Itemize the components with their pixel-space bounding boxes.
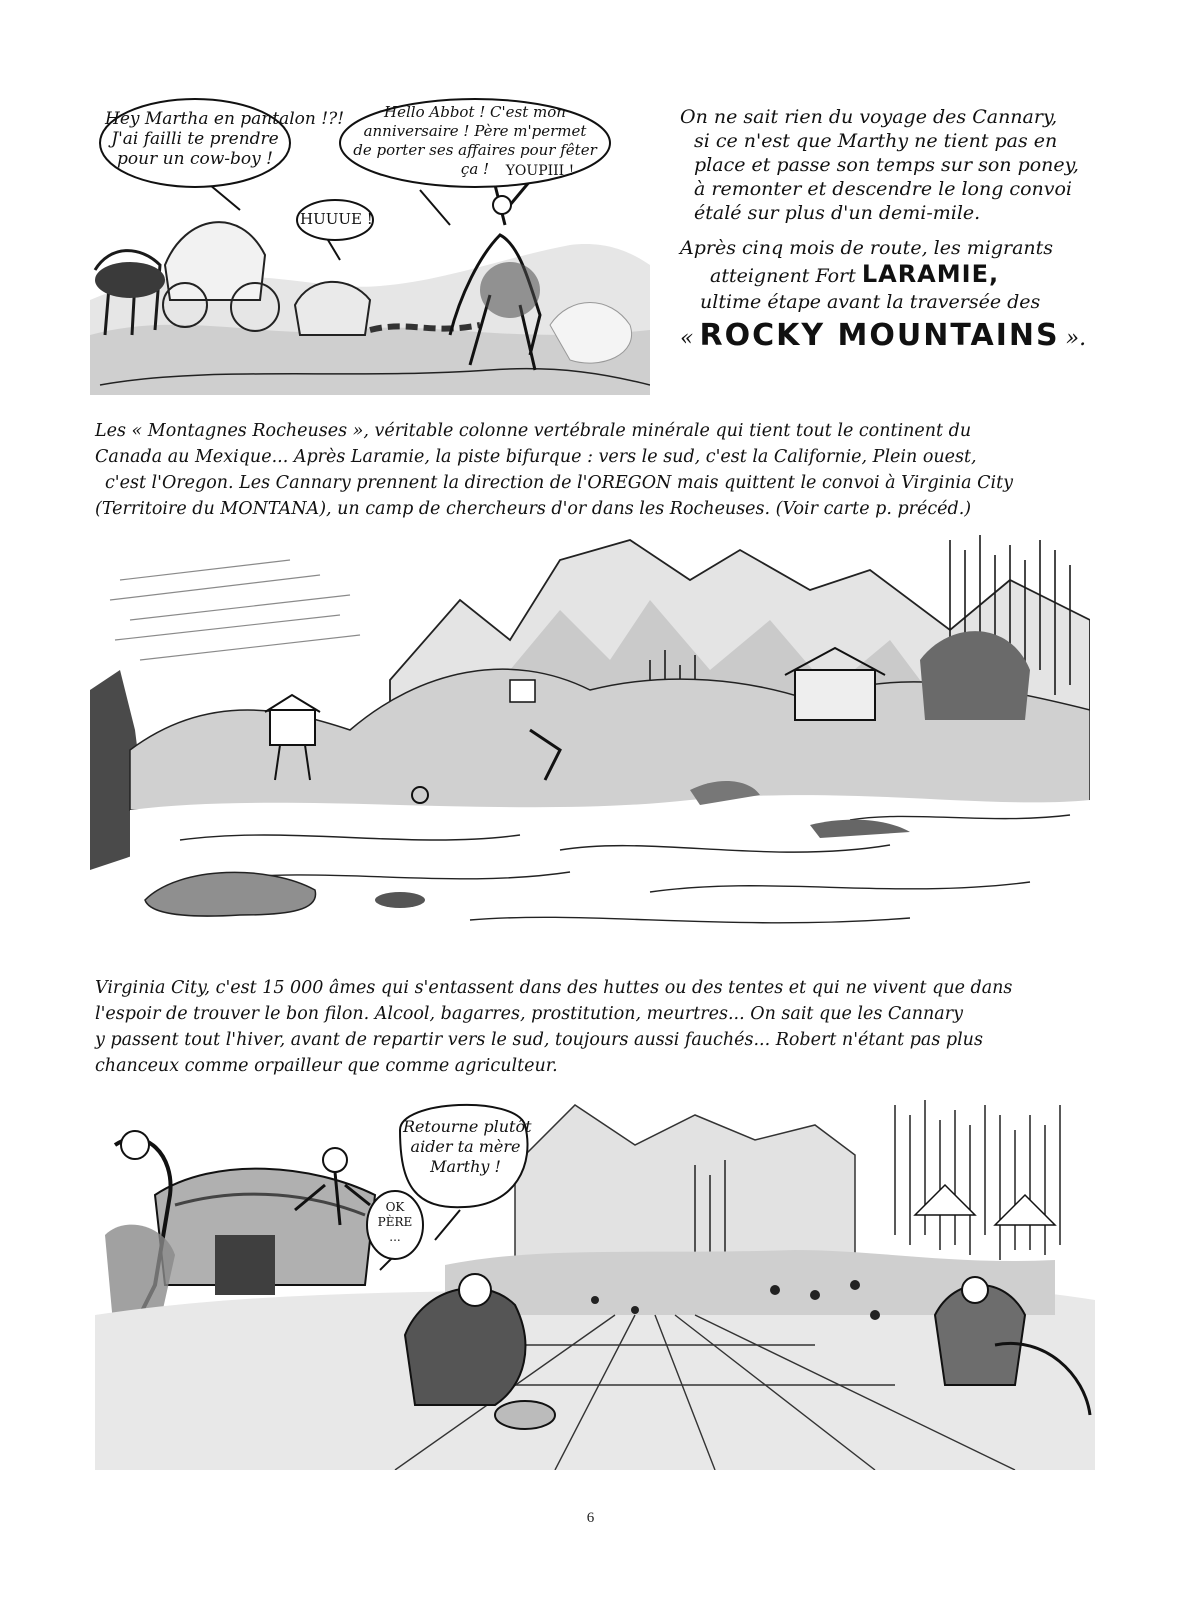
- bubble-line: ...: [389, 1230, 401, 1244]
- bubble-line: PÈRE: [377, 1215, 413, 1229]
- bubble-line: Hello Abbot ! C'est mon: [384, 103, 566, 121]
- caption-text: atteignent Fort: [710, 265, 856, 287]
- caption-line: Virginia City, c'est 15 000 âmes qui s'entassent dans des huttes ou des tentes et qui ne vivent que dans: [95, 978, 1013, 998]
- bubble-line: Marthy !: [430, 1157, 501, 1176]
- bubble-line: Hey Martha en pantalon !?!: [105, 109, 345, 129]
- bubble-line: J'ai failli te prendre: [111, 129, 279, 149]
- caption-line: [680, 318, 1100, 353]
- camp-drawing: [95, 1085, 1095, 1470]
- caption-line: y passent tout l'hiver, avant de repartir vers le sud, toujours aussi fauchés... Robert n'étant pas plus: [95, 1030, 983, 1050]
- caption-line: étalé sur plus d'un demi-mile.: [694, 202, 981, 224]
- caption-line: à remonter et descendre le long convoi: [694, 178, 1072, 200]
- laramie-title: LARAMIE,: [861, 260, 1000, 288]
- caption-line: Après cinq mois de route, les migrants: [680, 237, 1054, 259]
- quote-open: «: [680, 326, 694, 351]
- caption-line: place et passe son temps sur son poney,: [694, 154, 1079, 176]
- bubble-line: ça !: [460, 160, 490, 178]
- caption-line: (Territoire du MONTANA), un camp de chercheurs d'or dans les Rocheuses. (Voir carte p. précéd.): [95, 499, 972, 519]
- bubble-line: HUUUE !: [300, 210, 373, 228]
- caption-line: ultime étape avant la traversée des: [700, 291, 1041, 313]
- panel-rocky-mountains-landscape: [90, 520, 1090, 950]
- caption-line: c'est l'Oregon. Les Cannary prennent la direction de l'OREGON mais quittent le convoi à Virginia City: [105, 473, 1014, 493]
- bubble-line: de porter ses affaires pour fêter: [353, 141, 597, 159]
- caption-line: si ce n'est que Marthy ne tient pas en: [694, 130, 1058, 152]
- panel-virginia-city-camp: [95, 1085, 1095, 1470]
- bubble-line: OK: [385, 1200, 405, 1214]
- caption-line: Canada au Mexique... Après Laramie, la piste bifurque : vers le sud, c'est la Californie, Plein ouest,: [95, 447, 977, 467]
- panel-convoy-illustration: [90, 95, 650, 395]
- speech-bubble-ok-pere: [370, 1200, 420, 1245]
- mountains-drawing: [90, 520, 1090, 950]
- caption-line: [680, 261, 1100, 289]
- bubble-line: pour un cow-boy !: [117, 149, 273, 169]
- caption-laramie: [680, 235, 1100, 352]
- caption-line: l'espoir de trouver le bon filon. Alcool, bagarres, prostitution, meurtres... On sait que les Cannary: [95, 1004, 963, 1024]
- caption-line: On ne sait rien du voyage des Cannary,: [680, 106, 1058, 128]
- bubble-line: Retourne plutôt: [403, 1117, 532, 1136]
- bubble-line: anniversaire ! Père m'permet: [363, 122, 587, 140]
- caption-line: Les « Montagnes Rocheuses », véritable colonne vertébrale minérale qui tient tout le continent du: [95, 421, 972, 441]
- speech-bubble-huuue: [300, 209, 373, 229]
- youpi-shout: YOUPIII !: [505, 163, 575, 179]
- speech-bubble-martha: [105, 109, 345, 169]
- page-number: 6: [586, 1510, 595, 1526]
- caption-line: chanceux comme orpailleur que comme agriculteur.: [95, 1056, 558, 1076]
- caption-montagnes-rocheuses: [95, 418, 1085, 522]
- rocky-mountains-title: ROCKY MOUNTAINS: [699, 318, 1060, 353]
- caption-virginia-city: [95, 975, 1085, 1079]
- bubble-line: aider ta mère: [410, 1137, 521, 1156]
- caption-voyage: [680, 105, 1100, 225]
- speech-bubble-retourne: [403, 1117, 532, 1177]
- quote-close: ».: [1065, 326, 1087, 351]
